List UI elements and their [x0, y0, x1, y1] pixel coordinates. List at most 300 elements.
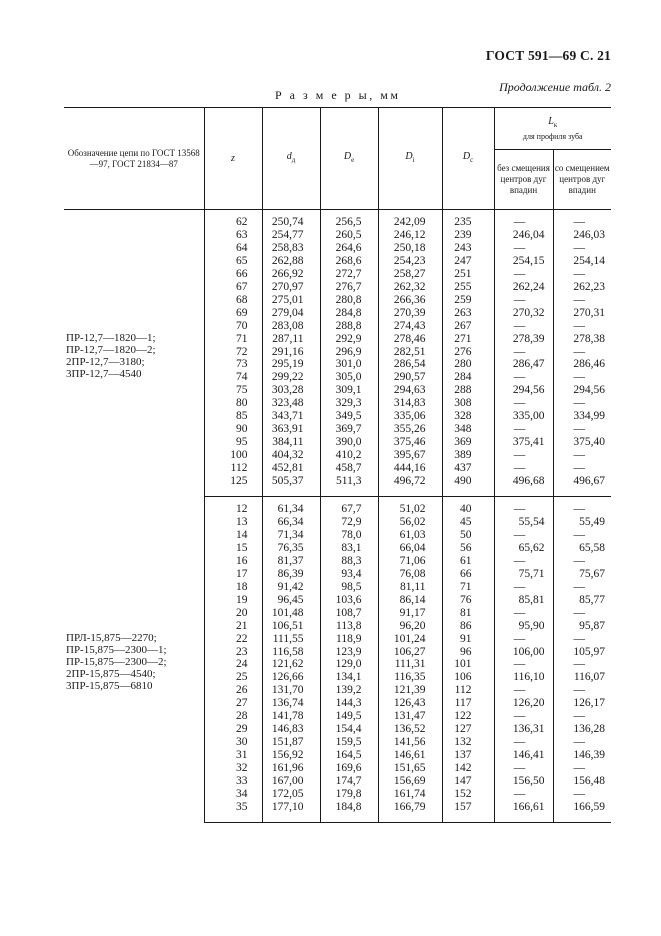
cell-Dc: 259 — [442, 294, 494, 307]
chain-designation — [64, 210, 204, 497]
cell-Di: 161,74 — [378, 788, 442, 801]
page-header: ГОСТ 591—69 С. 21 — [485, 48, 611, 63]
cell-Dc: 308 — [442, 397, 494, 410]
cell-Dc: 490 — [442, 475, 494, 496]
cell-lk-a: 146,41 — [494, 749, 553, 762]
cell-Di: 91,17 — [378, 607, 442, 620]
cell-dd: 404,32 — [262, 449, 320, 462]
cell-De: 410,2 — [320, 449, 378, 462]
cell-Dc: 152 — [442, 788, 494, 801]
cell-z: 100 — [204, 449, 262, 462]
cell-lk-b: 95,87 — [553, 620, 611, 633]
cell-Di: 290,57 — [378, 371, 442, 384]
cell-De: 169,6 — [320, 762, 378, 775]
col-header-designation-text: Обозначение цепи по ГОСТ 13568—97, ГОСТ 21834—87 — [67, 147, 200, 169]
sizes-caption: Р а з м е р ы, мм — [275, 88, 401, 102]
cell-lk-a: 95,90 — [494, 620, 553, 633]
cell-Dc: 61 — [442, 555, 494, 568]
cell-Di: 166,79 — [378, 801, 442, 822]
cell-z: 18 — [204, 581, 262, 594]
cell-Dc: 137 — [442, 749, 494, 762]
cell-lk-a: — — [494, 320, 553, 333]
cell-z: 73 — [204, 358, 262, 371]
col-header-De — [320, 108, 378, 210]
cell-lk-b: — — [553, 462, 611, 475]
cell-z: 28 — [204, 710, 262, 723]
col-header-z-text: z — [231, 153, 235, 164]
cell-z: 25 — [204, 671, 262, 684]
cell-lk-a: — — [494, 462, 553, 475]
cell-lk-a: — — [494, 423, 553, 436]
cell-De: 88,3 — [320, 555, 378, 568]
cell-lk-a: 246,04 — [494, 229, 553, 242]
cell-dd: 91,42 — [262, 581, 320, 594]
chain-designation-line: ПР-15,875—2300—2; — [66, 656, 167, 669]
chain-designation-line: 3ПР-12,7—4540 — [66, 368, 142, 381]
cell-Dc: 45 — [442, 516, 494, 529]
cell-dd: 126,66 — [262, 671, 320, 684]
cell-lk-b: 136,28 — [553, 723, 611, 736]
cell-Di: 116,35 — [378, 671, 442, 684]
cell-Di: 96,20 — [378, 620, 442, 633]
cell-lk-b: 294,56 — [553, 384, 611, 397]
cell-De: 174,7 — [320, 775, 378, 788]
cell-Di: 335,06 — [378, 410, 442, 423]
cell-De: 98,5 — [320, 581, 378, 594]
cell-Dc: 147 — [442, 775, 494, 788]
cell-lk-b: 166,59 — [553, 801, 611, 822]
cell-lk-b: — — [553, 736, 611, 749]
cell-z: 33 — [204, 775, 262, 788]
cell-z: 65 — [204, 255, 262, 268]
cell-dd: 66,34 — [262, 516, 320, 529]
cell-lk-b: 262,23 — [553, 281, 611, 294]
Dc-sub: c — [470, 156, 474, 164]
cell-z: 15 — [204, 542, 262, 555]
cell-De: 83,1 — [320, 542, 378, 555]
cell-lk-b: — — [553, 581, 611, 594]
cell-Di: 131,47 — [378, 710, 442, 723]
cell-lk-b: 286,46 — [553, 358, 611, 371]
cell-lk-b: — — [553, 397, 611, 410]
cell-lk-a: — — [494, 449, 553, 462]
cell-lk-a: — — [494, 762, 553, 775]
cell-Dc: 81 — [442, 607, 494, 620]
cell-Di: 270,39 — [378, 307, 442, 320]
cell-dd: 323,48 — [262, 397, 320, 410]
cell-Di: 156,69 — [378, 775, 442, 788]
cell-lk-b: 126,17 — [553, 697, 611, 710]
cell-Di: 61,03 — [378, 529, 442, 542]
col-header-lk — [494, 108, 611, 150]
col-header-lk-b — [553, 150, 611, 210]
cell-Dc: 243 — [442, 242, 494, 255]
cell-lk-b: 278,38 — [553, 333, 611, 346]
cell-lk-b: 254,14 — [553, 255, 611, 268]
cell-Dc: 106 — [442, 671, 494, 684]
cell-dd: 156,92 — [262, 749, 320, 762]
cell-Dc: 271 — [442, 333, 494, 346]
chain-designation-line: ПР-15,875—2300—1; — [66, 644, 167, 657]
cell-De: 292,9 — [320, 333, 378, 346]
cell-Di: 246,12 — [378, 229, 442, 242]
dd-sym: d — [286, 151, 292, 162]
cell-Di: 71,06 — [378, 555, 442, 568]
cell-Dc: 280 — [442, 358, 494, 371]
cell-De: 280,8 — [320, 294, 378, 307]
cell-lk-a: — — [494, 397, 553, 410]
cell-De: 288,8 — [320, 320, 378, 333]
cell-lk-b: 65,58 — [553, 542, 611, 555]
cell-dd: 303,28 — [262, 384, 320, 397]
cell-Di: 111,31 — [378, 658, 442, 671]
cell-Dc: 247 — [442, 255, 494, 268]
cell-lk-b: 55,49 — [553, 516, 611, 529]
cell-De: 309,1 — [320, 384, 378, 397]
cell-Dc: 288 — [442, 384, 494, 397]
cell-Di: 106,27 — [378, 646, 442, 659]
cell-Dc: 122 — [442, 710, 494, 723]
cell-Dc: 96 — [442, 646, 494, 659]
cell-lk-a: 496,68 — [494, 475, 553, 496]
cell-lk-b: — — [553, 294, 611, 307]
cell-De: 103,6 — [320, 594, 378, 607]
cell-dd: 270,97 — [262, 281, 320, 294]
cell-z: 34 — [204, 788, 262, 801]
cell-Dc: 142 — [442, 762, 494, 775]
cell-lk-b: — — [553, 423, 611, 436]
chain-designation — [64, 497, 204, 823]
col-header-lk-a — [494, 150, 553, 210]
cell-Di: 496,72 — [378, 475, 442, 496]
cell-dd: 254,77 — [262, 229, 320, 242]
cell-De: 93,4 — [320, 568, 378, 581]
cell-lk-b: — — [553, 529, 611, 542]
cell-dd: 279,04 — [262, 307, 320, 320]
cell-lk-a: 335,00 — [494, 410, 553, 423]
cell-z: 71 — [204, 333, 262, 346]
cell-z: 67 — [204, 281, 262, 294]
cell-lk-b: — — [553, 210, 611, 229]
cell-lk-a: 278,39 — [494, 333, 553, 346]
cell-De: 284,8 — [320, 307, 378, 320]
cell-z: 30 — [204, 736, 262, 749]
cell-z: 70 — [204, 320, 262, 333]
cell-dd: 121,62 — [262, 658, 320, 671]
cell-dd: 266,92 — [262, 268, 320, 281]
cell-lk-a: 262,24 — [494, 281, 553, 294]
col-header-dd — [262, 108, 320, 210]
cell-lk-b: 246,03 — [553, 229, 611, 242]
cell-De: 276,7 — [320, 281, 378, 294]
cell-Di: 250,18 — [378, 242, 442, 255]
cell-dd: 136,74 — [262, 697, 320, 710]
cell-Di: 258,27 — [378, 268, 442, 281]
cell-Dc: 112 — [442, 684, 494, 697]
cell-Dc: 284 — [442, 371, 494, 384]
cell-lk-a: — — [494, 268, 553, 281]
cell-De: 369,7 — [320, 423, 378, 436]
cell-De: 129,0 — [320, 658, 378, 671]
cell-Dc: 117 — [442, 697, 494, 710]
cell-Dc: 157 — [442, 801, 494, 822]
cell-De: 329,3 — [320, 397, 378, 410]
cell-lk-a: 116,10 — [494, 671, 553, 684]
Dc-sym: D — [462, 151, 471, 162]
cell-z: 20 — [204, 607, 262, 620]
cell-De: 72,9 — [320, 516, 378, 529]
cell-Dc: 101 — [442, 658, 494, 671]
cell-De: 164,5 — [320, 749, 378, 762]
lk-sym: L — [548, 115, 554, 127]
cell-z: 64 — [204, 242, 262, 255]
cell-lk-b: 375,40 — [553, 436, 611, 449]
cell-De: 78,0 — [320, 529, 378, 542]
cell-De: 113,8 — [320, 620, 378, 633]
cell-lk-a: — — [494, 294, 553, 307]
cell-Dc: 255 — [442, 281, 494, 294]
cell-lk-a: — — [494, 581, 553, 594]
cell-Di: 266,36 — [378, 294, 442, 307]
cell-Dc: 389 — [442, 449, 494, 462]
cell-z: 17 — [204, 568, 262, 581]
col-header-Di — [378, 108, 442, 210]
cell-z: 14 — [204, 529, 262, 542]
cell-z: 74 — [204, 371, 262, 384]
cell-De: 264,6 — [320, 242, 378, 255]
cell-dd: 283,08 — [262, 320, 320, 333]
cell-z: 62 — [204, 210, 262, 229]
cell-dd: 141,78 — [262, 710, 320, 723]
cell-lk-b: — — [553, 788, 611, 801]
cell-lk-a: 55,54 — [494, 516, 553, 529]
cell-z: 90 — [204, 423, 262, 436]
cell-De: 134,1 — [320, 671, 378, 684]
cell-Dc: 76 — [442, 594, 494, 607]
cell-dd: 86,39 — [262, 568, 320, 581]
cell-lk-a: — — [494, 633, 553, 646]
cell-dd: 505,37 — [262, 475, 320, 496]
Di-sym: D — [405, 151, 413, 162]
cell-lk-a: 65,62 — [494, 542, 553, 555]
lk-sub: к — [553, 120, 558, 129]
cell-lk-a: 136,31 — [494, 723, 553, 736]
cell-Di: 262,32 — [378, 281, 442, 294]
cell-Dc: 71 — [442, 581, 494, 594]
chain-designation-line: ПР-12,7—1820—1; — [66, 332, 156, 345]
cell-z: 66 — [204, 268, 262, 281]
cell-lk-a: — — [494, 555, 553, 568]
De-sub: e — [351, 156, 355, 164]
cell-z: 95 — [204, 436, 262, 449]
cell-lk-b: — — [553, 684, 611, 697]
cell-Di: 286,54 — [378, 358, 442, 371]
cell-lk-b: — — [553, 607, 611, 620]
cell-lk-b: 116,07 — [553, 671, 611, 684]
cell-Dc: 50 — [442, 529, 494, 542]
cell-Dc: 239 — [442, 229, 494, 242]
cell-dd: 76,35 — [262, 542, 320, 555]
cell-z: 22 — [204, 633, 262, 646]
cell-Di: 66,04 — [378, 542, 442, 555]
cell-Dc: 348 — [442, 423, 494, 436]
col-header-Dc — [442, 108, 494, 210]
lk-b-text: со смещением центров дуг впадин — [554, 163, 610, 195]
lk-caption: для профиля зуба — [522, 131, 583, 141]
cell-dd: 250,74 — [262, 210, 320, 229]
cell-Di: 101,24 — [378, 633, 442, 646]
cell-lk-b: — — [553, 268, 611, 281]
cell-z: 29 — [204, 723, 262, 736]
cell-Di: 355,26 — [378, 423, 442, 436]
cell-lk-a: 106,00 — [494, 646, 553, 659]
cell-Dc: 369 — [442, 436, 494, 449]
cell-Dc: 56 — [442, 542, 494, 555]
cell-z: 24 — [204, 658, 262, 671]
cell-lk-a: — — [494, 788, 553, 801]
cell-lk-a: 254,15 — [494, 255, 553, 268]
cell-Di: 278,46 — [378, 333, 442, 346]
cell-lk-b: — — [553, 371, 611, 384]
cell-lk-b: — — [553, 658, 611, 671]
cell-Di: 274,43 — [378, 320, 442, 333]
cell-De: 301,0 — [320, 358, 378, 371]
cell-Di: 282,51 — [378, 346, 442, 359]
cell-lk-b: — — [553, 555, 611, 568]
cell-Di: 254,23 — [378, 255, 442, 268]
cell-dd: 106,51 — [262, 620, 320, 633]
cell-lk-a: — — [494, 607, 553, 620]
cell-De: 149,5 — [320, 710, 378, 723]
cell-lk-b: 75,67 — [553, 568, 611, 581]
cell-Di: 81,11 — [378, 581, 442, 594]
cell-Dc: 263 — [442, 307, 494, 320]
cell-lk-a: — — [494, 210, 553, 229]
cell-z: 13 — [204, 516, 262, 529]
cell-dd: 343,71 — [262, 410, 320, 423]
cell-dd: 101,48 — [262, 607, 320, 620]
cell-lk-b: — — [553, 497, 611, 516]
cell-De: 268,6 — [320, 255, 378, 268]
cell-Dc: 267 — [442, 320, 494, 333]
cell-De: 108,7 — [320, 607, 378, 620]
cell-lk-a: 166,61 — [494, 801, 553, 822]
chain-designation-line: 3ПР-15,875—6810 — [66, 680, 153, 693]
cell-Di: 444,16 — [378, 462, 442, 475]
cell-lk-a: 156,50 — [494, 775, 553, 788]
cell-Di: 141,56 — [378, 736, 442, 749]
cell-dd: 111,55 — [262, 633, 320, 646]
cell-lk-a: — — [494, 346, 553, 359]
cell-z: 19 — [204, 594, 262, 607]
cell-lk-a: 294,56 — [494, 384, 553, 397]
cell-Di: 56,02 — [378, 516, 442, 529]
cell-Di: 136,52 — [378, 723, 442, 736]
cell-lk-a: 270,32 — [494, 307, 553, 320]
col-header-z — [204, 108, 262, 210]
cell-z: 23 — [204, 646, 262, 659]
Di-sub: i — [412, 156, 415, 164]
cell-Di: 151,65 — [378, 762, 442, 775]
cell-lk-a: 286,47 — [494, 358, 553, 371]
cell-De: 260,5 — [320, 229, 378, 242]
De-sym: D — [343, 151, 352, 162]
cell-z: 75 — [204, 384, 262, 397]
cell-z: 112 — [204, 462, 262, 475]
cell-De: 256,5 — [320, 210, 378, 229]
cell-dd: 96,45 — [262, 594, 320, 607]
cell-dd: 299,22 — [262, 371, 320, 384]
dimensions-table — [64, 107, 611, 823]
cell-dd: 384,11 — [262, 436, 320, 449]
cell-De: 118,9 — [320, 633, 378, 646]
cell-lk-b: 105,97 — [553, 646, 611, 659]
cell-z: 27 — [204, 697, 262, 710]
cell-z: 63 — [204, 229, 262, 242]
cell-dd: 167,00 — [262, 775, 320, 788]
cell-dd: 146,83 — [262, 723, 320, 736]
cell-dd: 151,87 — [262, 736, 320, 749]
cell-Di: 126,43 — [378, 697, 442, 710]
chain-designation-line: ПР-12,7—1820—2; — [66, 344, 156, 357]
cell-z: 125 — [204, 475, 262, 496]
cell-z: 31 — [204, 749, 262, 762]
cell-z: 69 — [204, 307, 262, 320]
cell-lk-b: 156,48 — [553, 775, 611, 788]
cell-Dc: 40 — [442, 497, 494, 516]
cell-Dc: 328 — [442, 410, 494, 423]
cell-z: 12 — [204, 497, 262, 516]
cell-lk-b: — — [553, 242, 611, 255]
cell-De: 159,5 — [320, 736, 378, 749]
cell-dd: 363,91 — [262, 423, 320, 436]
cell-De: 67,7 — [320, 497, 378, 516]
cell-lk-b: — — [553, 449, 611, 462]
cell-lk-b: — — [553, 762, 611, 775]
cell-lk-a: 85,81 — [494, 594, 553, 607]
cell-Dc: 235 — [442, 210, 494, 229]
cell-lk-b: — — [553, 320, 611, 333]
cell-dd: 161,96 — [262, 762, 320, 775]
cell-lk-a: — — [494, 684, 553, 697]
cell-z: 68 — [204, 294, 262, 307]
cell-dd: 81,37 — [262, 555, 320, 568]
cell-De: 154,4 — [320, 723, 378, 736]
cell-Di: 242,09 — [378, 210, 442, 229]
cell-Dc: 251 — [442, 268, 494, 281]
cell-lk-b: — — [553, 346, 611, 359]
cell-dd: 262,88 — [262, 255, 320, 268]
cell-lk-a: — — [494, 710, 553, 723]
cell-Di: 121,39 — [378, 684, 442, 697]
cell-z: 35 — [204, 801, 262, 822]
cell-lk-a: — — [494, 658, 553, 671]
cell-lk-b: 85,77 — [553, 594, 611, 607]
cell-z: 26 — [204, 684, 262, 697]
cell-z: 32 — [204, 762, 262, 775]
cell-De: 184,8 — [320, 801, 378, 822]
cell-dd: 291,16 — [262, 346, 320, 359]
cell-Di: 375,46 — [378, 436, 442, 449]
cell-De: 511,3 — [320, 475, 378, 496]
cell-De: 139,2 — [320, 684, 378, 697]
cell-z: 21 — [204, 620, 262, 633]
cell-Dc: 86 — [442, 620, 494, 633]
cell-lk-b: — — [553, 710, 611, 723]
cell-lk-a: — — [494, 736, 553, 749]
cell-Dc: 66 — [442, 568, 494, 581]
continuation-note: Продолжение табл. 2 — [499, 80, 611, 94]
